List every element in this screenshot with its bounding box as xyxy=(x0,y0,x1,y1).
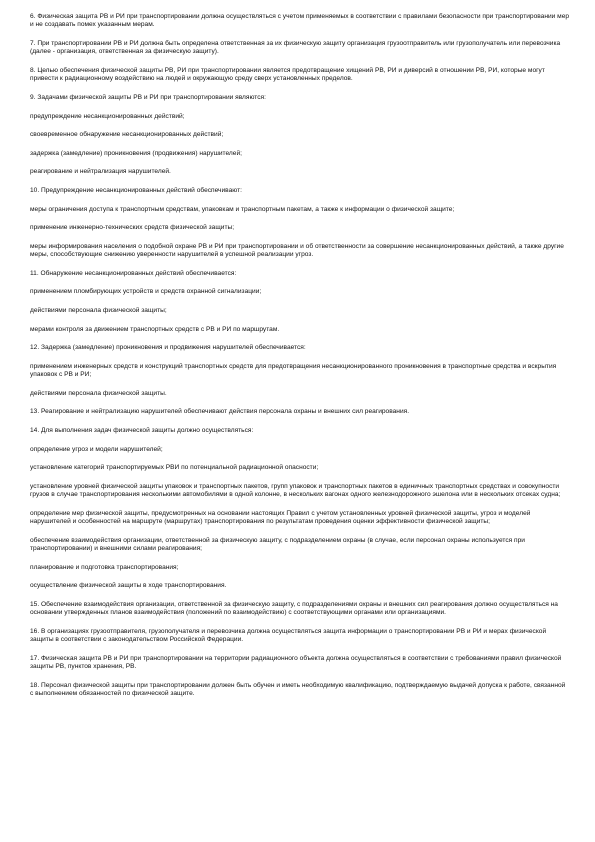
paragraph: 15. Обеспечение взаимодействия организации, ответственной за физическую защиту, с подразделениями охраны и внешних сил реагирования должно осуществляться на основании утвержденных планов взаимодействия (положений по взаимодействию) с соответствующими органами или организациями. xyxy=(30,600,558,617)
paragraph: реагирование и нейтрализация нарушителей. xyxy=(30,168,171,176)
paragraph: 9. Задачами физической защиты РВ и РИ при транспортировании являются: xyxy=(30,94,266,101)
paragraph: установление уровней физической защиты упаковок и транспортных пакетов, групп упаковок и транспортных пакетов в единичных транспортных средствах и совокупности грузов в случае транспортирования несколькими автомобилями в одной колонне, в нескольких вагонах одного железнодорожного эшелона или в нескольких отсеках судна; xyxy=(30,482,561,499)
paragraph: осуществление физической защиты в ходе транспортирования. xyxy=(30,582,227,590)
paragraph: меры ограничения доступа к транспортным средствам, упаковкам и транспортным пакетам, а также к информации о физической защите; xyxy=(30,205,455,213)
paragraph: 12. Задержка (замедление) проникновения и продвижения нарушителей обеспечивается: xyxy=(30,344,306,352)
paragraph: мерами контроля за движением транспортных средств с РВ и РИ по маршрутам. xyxy=(30,325,280,333)
paragraph: своевременное обнаружение несанкционированных действий; xyxy=(30,131,224,139)
paragraph: применение инженерно-технических средств физической защиты; xyxy=(30,224,235,232)
paragraph: действиями персонала физической защиты. xyxy=(30,389,167,397)
paragraph: планирование и подготовка транспортирования; xyxy=(30,563,179,571)
paragraph: 13. Реагирование и нейтрализацию нарушителей обеспечивают действия персонала охраны и внешних сил реагирования. xyxy=(30,408,410,416)
paragraph: 6. Физическая защита РВ и РИ при транспортировании должна осуществляться с учетом применяемых в соответствии с правилами безопасности при транспортировании мер и не создавать помех указанным мерам. xyxy=(30,13,570,29)
paragraph: 16. В организациях грузоотправителя, грузополучателя и перевозчика должна осуществляться защита информации о транспортировании РВ и РИ и мерах физической защиты в соответствии с законодательством Российской Федерации. xyxy=(30,627,547,644)
paragraph: меры информирования населения о подобной охране РВ и РИ при транспортировании и об ответственности за совершение несанкционированных действий, а также другие меры, способствующие снижению уверенности нарушителей в успешной реализации угроз. xyxy=(30,242,564,259)
document-body xyxy=(30,13,570,709)
paragraph: 17. Физическая защита РВ и РИ при транспортировании на территории радиационного объекта должна осуществляться в соответствии с требованиями правил физической защиты РВ, пунктов хранения, РВ. xyxy=(30,654,562,671)
paragraph: 8. Целью обеспечения физической защиты РВ, РИ при транспортировании является предотвращение хищений РВ, РИ и диверсий в отношении РВ, РИ, которые могут привести к радиационному воздействию на людей и окружающую среду сверх установленных пределов. xyxy=(30,67,545,83)
paragraph: 18. Персонал физической защиты при транспортировании должен быть обучен и иметь необходимую квалификацию, подтверждаемую выдачей допуска к работе, связанной с выполнением обязанностей по физической защите. xyxy=(30,681,566,698)
paragraph: определение угроз и модели нарушителей; xyxy=(30,445,163,453)
paragraph: предупреждение несанкционированных действий; xyxy=(30,112,185,120)
paragraph: 14. Для выполнения задач физической защиты должно осуществляться: xyxy=(30,426,254,434)
paragraph: применением пломбирующих устройств и средств охранной сигнализации; xyxy=(30,288,262,296)
paragraph: применением инженерных средств и конструкций транспортных средств для предотвращения несанкционированного проникновения в транспортные средства и вскрытия упаковок с РВ и РИ; xyxy=(30,362,557,379)
paragraph: задержка (замедление) проникновения (продвижения) нарушителей; xyxy=(30,149,242,157)
paragraph: 7. При транспортировании РВ и РИ должна быть определена ответственная за их физическую защиту организация грузоотправитель или грузополучатель или перевозчика (далее - организация, ответственная за физическую защиту). xyxy=(30,40,561,56)
paragraph: определение мер физической защиты, предусмотренных на основании настоящих Правил с учетом установленных уровней физической защиты, угроз и моделей нарушителей и особенностей на маршруте (маршрутах) транспортирования по результатам проведения оценки эффективности физической защиты; xyxy=(30,509,531,526)
paragraph: действиями персонала физической защиты; xyxy=(30,306,167,314)
paragraph: установление категорий транспортируемых РВИ по потенциальной радиационной опасности; xyxy=(30,464,319,472)
paragraph: 11. Обнаружение несанкционированных действий обеспечивается: xyxy=(30,269,237,277)
paragraph: 10. Предупреждение несанкционированных действий обеспечивают: xyxy=(30,186,242,194)
paragraph: обеспечение взаимодействия организации, ответственной за физическую защиту, с подразделением охраны (в случае, если персонал охраны используется при транспортировании) и внешними силами реагирования; xyxy=(30,536,525,553)
